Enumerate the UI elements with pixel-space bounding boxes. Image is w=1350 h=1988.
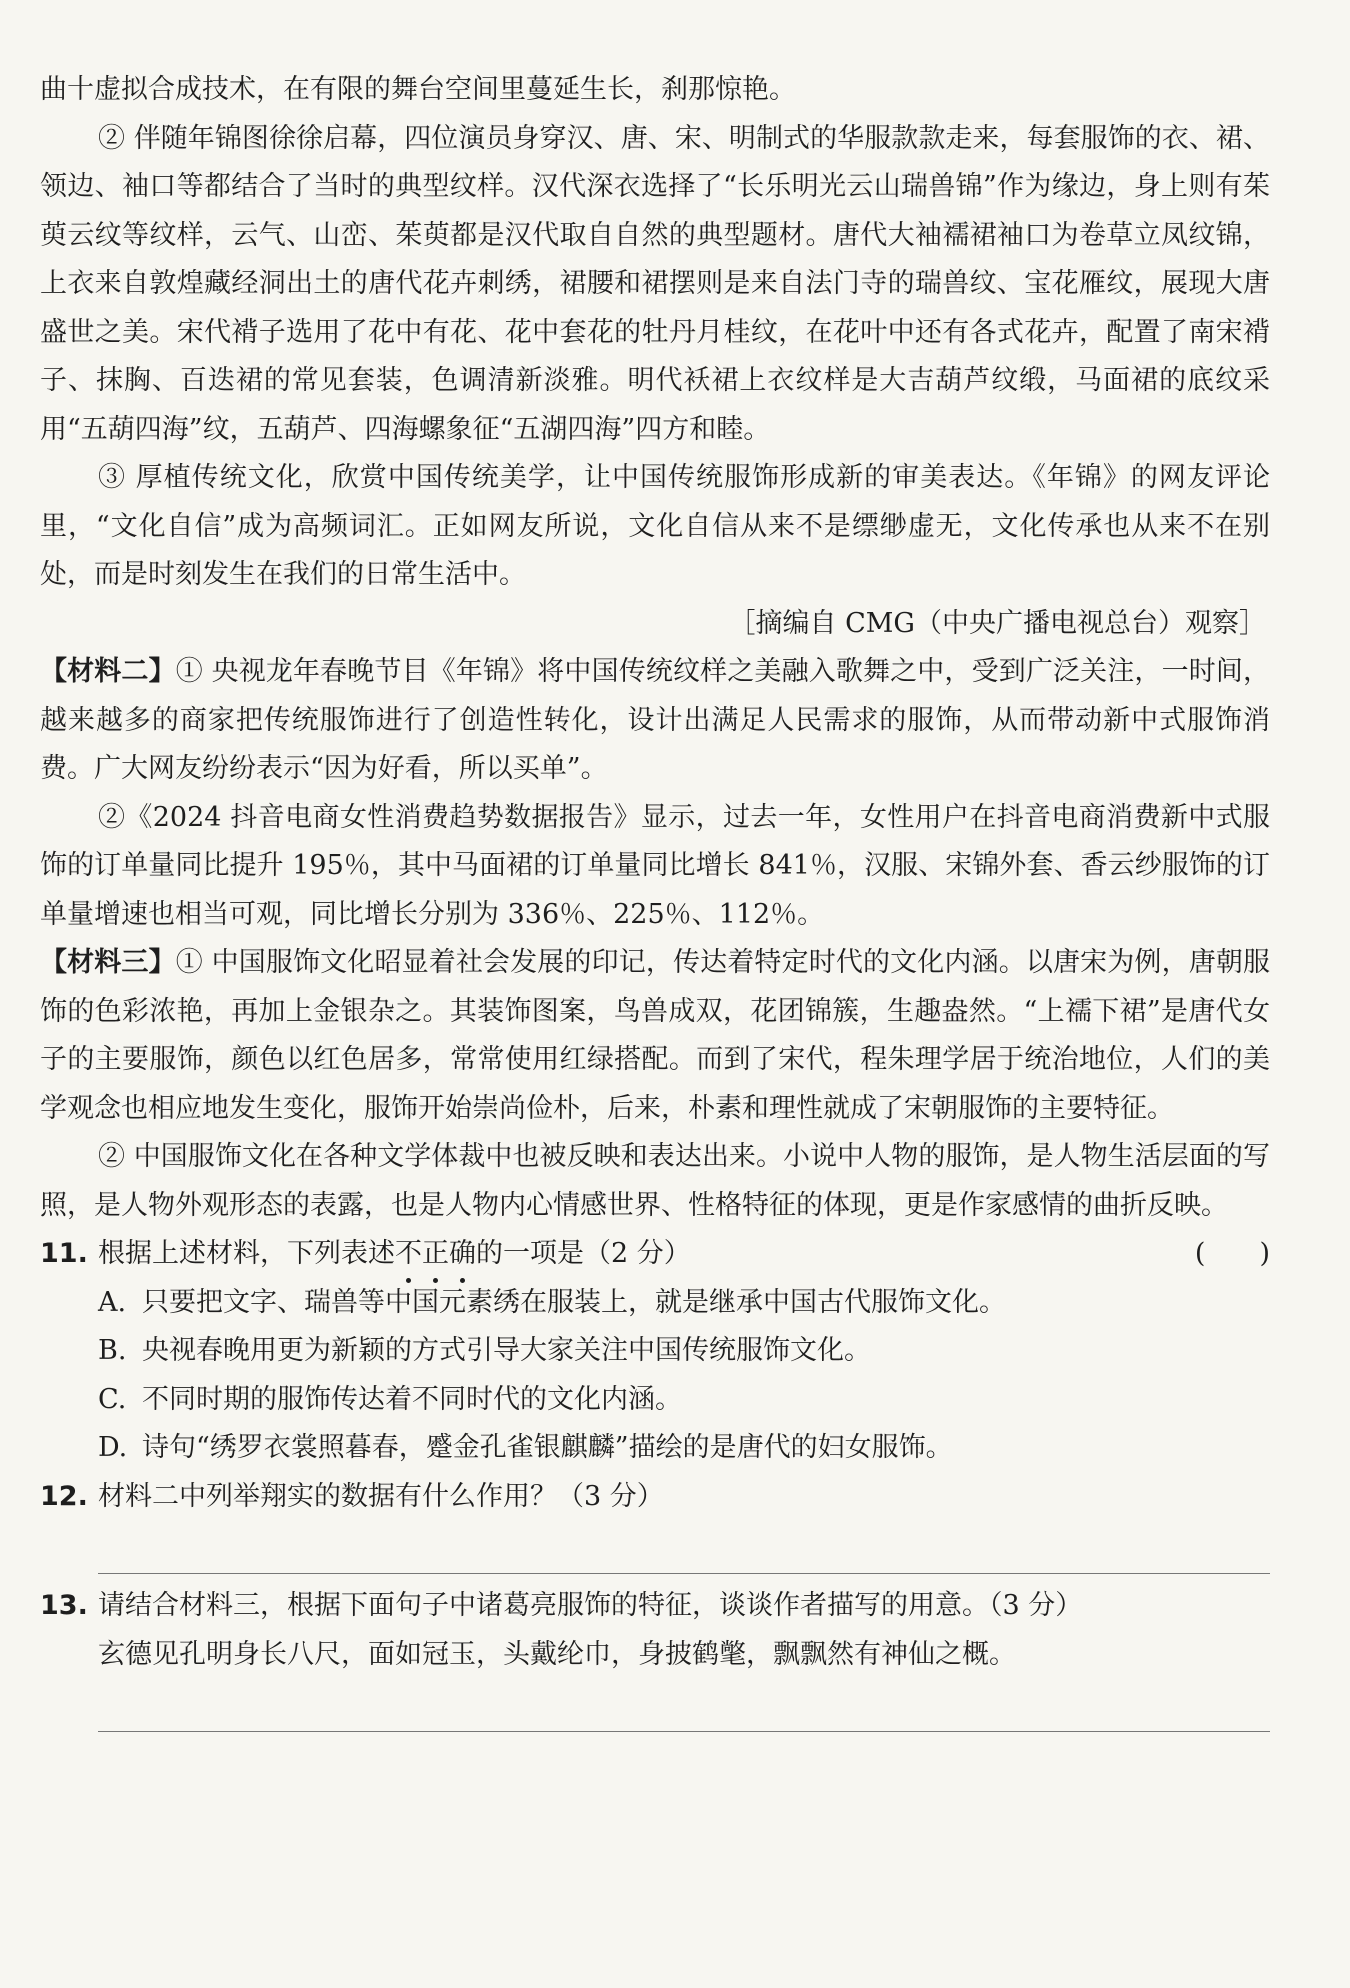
- option-text: 央视春晚用更为新颖的方式引导大家关注中国传统服饰文化。: [142, 1335, 871, 1366]
- answer-line-q12[interactable]: [98, 1521, 1270, 1574]
- question-13-number: 13.: [40, 1590, 88, 1621]
- question-12-stem: 材料二中列举翔实的数据有什么作用？（3 分）: [98, 1480, 664, 1512]
- question-13-quote: 玄德见孔明身长八尺，面如冠玉，头戴纶巾，身披鹤氅，飘飘然有神仙之概。: [98, 1638, 1016, 1670]
- option-text: 诗句“绣罗衣裳照暮春，蹙金孔雀银麒麟”描绘的是唐代的妇女服饰。: [142, 1432, 953, 1463]
- material3-label: 【材料三】: [40, 947, 176, 978]
- emphasis-char-1: 不: [395, 1230, 422, 1279]
- answer-bracket[interactable]: ( ): [1194, 1238, 1270, 1269]
- question-13: [40, 1582, 1270, 1631]
- question-11: [40, 1230, 1270, 1279]
- material3-paragraph-1: [40, 939, 1270, 1133]
- option-b[interactable]: [40, 1327, 1270, 1376]
- question-12: [40, 1473, 1270, 1522]
- emphasis-char-2: 正: [422, 1230, 449, 1279]
- option-letter: D.: [98, 1432, 128, 1463]
- question-11-stem-b: 的一项是（2 分）: [476, 1238, 691, 1269]
- question-12-number: 12.: [40, 1480, 88, 1512]
- material2-paragraph-2: ②《2024 抖音电商女性消费趋势数据报告》显示，过去一年，女性用户在抖音电商消费新中式服饰的订单量同比提升 195％，其中马面裙的订单量同比增长 841％，汉服、宋锦外套、香云纱服饰的订单量增速也相当可观，同比增长分别为 336％、225％、112％。: [40, 801, 1270, 930]
- option-letter: A.: [98, 1286, 127, 1318]
- emphasis-char-3: 确: [449, 1230, 476, 1279]
- question-13-stem: 请结合材料三，根据下面句子中诸葛亮服饰的特征，谈谈作者描写的用意。（3 分）: [98, 1590, 1083, 1621]
- material2-p1-text: ① 央视龙年春晚节目《年锦》将中国传统纹样之美融入歌舞之中，受到广泛关注，一时间，越来越多的商家把传统服饰进行了创造性转化，设计出满足人民需求的服饰，从而带动新中式服饰消费。广大网友纷纷表示“因为好看，所以买单”。: [40, 656, 1270, 784]
- material1-source: ［摘编自 CMG（中央广播电视总台）观察］: [728, 607, 1266, 639]
- option-d[interactable]: [40, 1424, 1270, 1473]
- material2-label: 【材料二】: [40, 656, 176, 687]
- question-11-number: 11.: [40, 1238, 88, 1269]
- option-text: 不同时期的服饰传达着不同时代的文化内涵。: [142, 1383, 682, 1415]
- material1-continuation: 曲十虚拟合成技术，在有限的舞台空间里蔓延生长，刹那惊艳。: [40, 74, 796, 105]
- answer-line-q13[interactable]: [98, 1679, 1270, 1732]
- material1-paragraph-3: ③ 厚植传统文化，欣赏中国传统美学，让中国传统服饰形成新的审美表达。《年锦》的网友评论里，“文化自信”成为高频词汇。正如网友所说，文化自信从来不是缥缈虚无，文化传承也从来不在别处，而是时刻发生在我们的日常生活中。: [40, 462, 1270, 590]
- option-a[interactable]: [40, 1279, 1270, 1328]
- question-11-stem-a: 根据上述材料，下列表述: [98, 1238, 395, 1269]
- material1-paragraph-2: ② 伴随年锦图徐徐启幕，四位演员身穿汉、唐、宋、明制式的华服款款走来，每套服饰的衣、裙、领边、袖口等都结合了当时的典型纹样。汉代深衣选择了“长乐明光云山瑞兽锦”作为缘边，身上则有茱萸云纹等纹样，云气、山峦、茱萸都是汉代取自自然的典型题材。唐代大袖襦裙袖口为卷草立凤纹锦，上衣来自敦煌藏经洞出土的唐代花卉刺绣，裙腰和裙摆则是来自法门寺的瑞兽纹、宝花雁纹，展现大唐盛世之美。宋代褙子选用了花中有花、花中套花的牡丹月桂纹，在花叶中还有各式花卉，配置了南宋褙子、抹胸、百迭裙的常见套装，色调清新淡雅。明代袄裙上衣纹样是大吉葫芦纹缎，马面裙的底纹采用“五葫四海”纹，五葫芦、四海螺象征“五湖四海”四方和睦。: [40, 122, 1270, 445]
- option-letter: B.: [98, 1335, 127, 1366]
- material2-paragraph-1: [40, 648, 1270, 794]
- option-letter: C.: [98, 1383, 127, 1415]
- option-c[interactable]: [40, 1376, 1270, 1425]
- option-text: 只要把文字、瑞兽等中国元素绣在服装上，就是继承中国古代服饰文化。: [142, 1286, 1006, 1318]
- material3-p1-text: ① 中国服饰文化昭显着社会发展的印记，传达着特定时代的文化内涵。以唐宋为例，唐朝服饰的色彩浓艳，再加上金银杂之。其装饰图案，鸟兽成双，花团锦簇，生趣盎然。“上襦下裙”是唐代女子的主要服饰，颜色以红色居多，常常使用红绿搭配。而到了宋代，程朱理学居于统治地位，人们的美学观念也相应地发生变化，服饰开始崇尚俭朴，后来，朴素和理性就成了宋朝服饰的主要特征。: [40, 947, 1270, 1124]
- material3-paragraph-2: ② 中国服饰文化在各种文学体裁中也被反映和表达出来。小说中人物的服饰，是人物生活层面的写照，是人物外观形态的表露，也是人物内心情感世界、性格特征的体现，更是作家感情的曲折反映。: [40, 1141, 1270, 1221]
